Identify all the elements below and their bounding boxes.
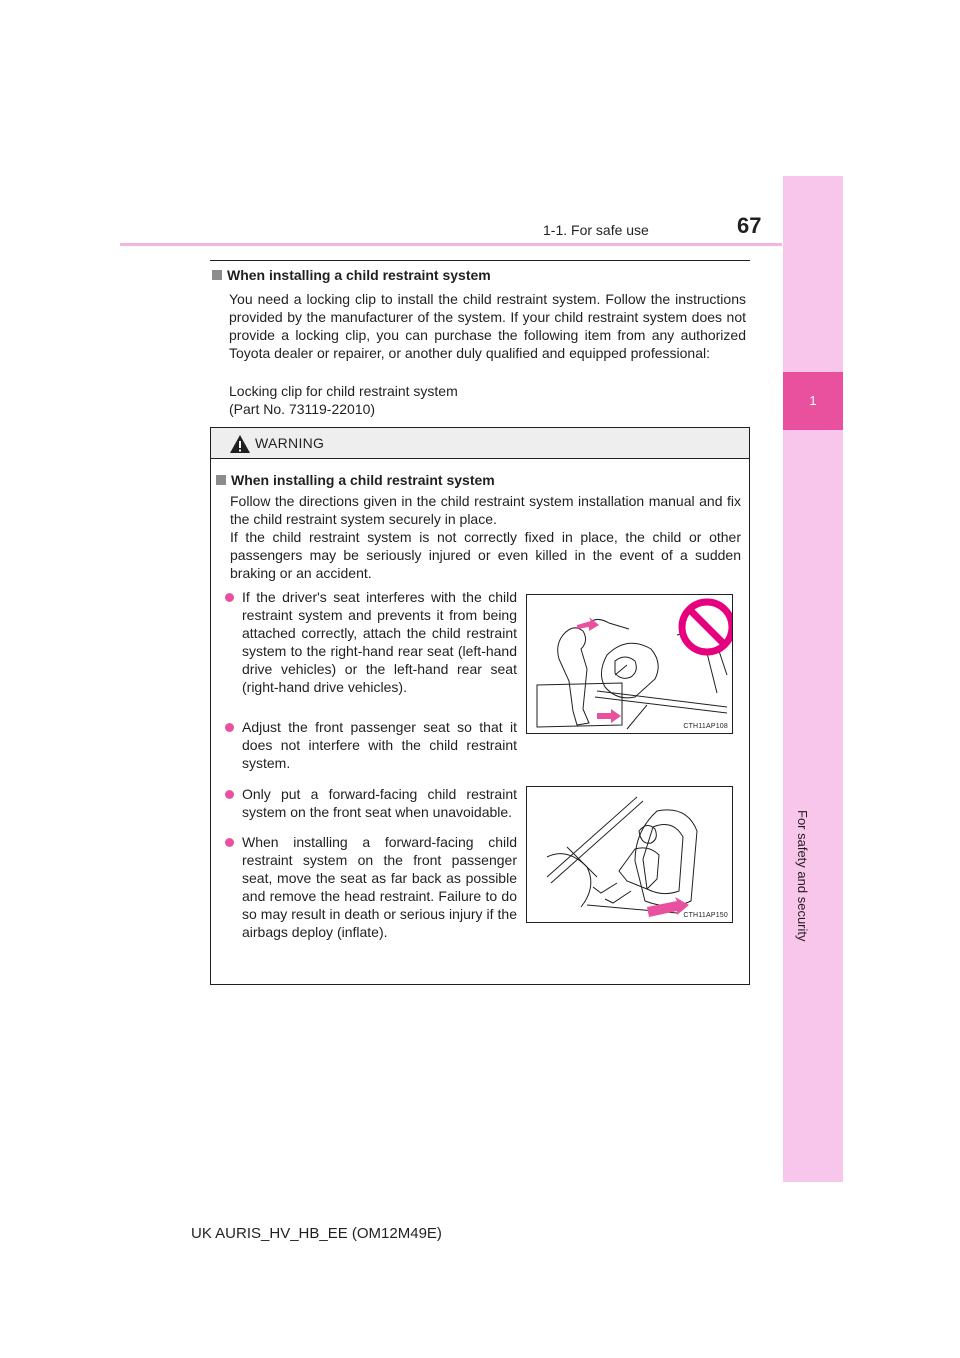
section-label: 1-1. For safe use	[543, 222, 649, 238]
list-item: Only put a forward-facing child restraint system on the front seat when unavoidable.	[225, 785, 517, 821]
main-heading	[212, 267, 491, 283]
list-item: When installing a forward-facing child restraint system on the front passenger seat, move the seat as far back as possible and remove the head restraint. Failure to do so may result in death or serious injury if the airbags deploy (inflate).	[225, 833, 517, 941]
main-heading-text: When installing a child restraint system	[227, 267, 491, 283]
warning-heading-text: When installing a child restraint system	[231, 472, 495, 488]
page-number: 67	[737, 213, 762, 238]
header-rule	[120, 243, 782, 246]
warning-heading	[216, 472, 495, 488]
chapter-title: For safety and security	[795, 810, 810, 942]
bullet-dot-icon	[225, 723, 234, 732]
warning-header	[211, 428, 749, 459]
bullet-dot-icon	[225, 593, 234, 602]
warning-para-1: Follow the directions given in the child restraint system installation manual and fix the child restraint system securely in place.	[230, 493, 741, 527]
main-paragraph: You need a locking clip to install the child restraint system. Follow the instructions provided by the manufacturer of the system. If your child restraint system does not provide a locking clip, you can purchase the following item from any authorized Toyota dealer or repairer, or another duly qualified and equipped professional:	[229, 291, 746, 361]
rear-facing-child-seat-illustration	[527, 595, 732, 733]
figure-forward-facing-restraint	[526, 786, 733, 923]
figure-rear-facing-restraint	[526, 594, 733, 734]
square-bullet-icon	[212, 270, 222, 280]
forward-facing-child-seat-illustration	[527, 787, 732, 922]
figure-code: CTH11AP150	[683, 912, 728, 919]
warning-box	[210, 427, 750, 985]
part-line-1: Locking clip for child restraint system	[229, 383, 458, 399]
list-item: Adjust the front passenger seat so that it does not interfere with the child restraint system.	[225, 718, 517, 772]
chapter-side-tab	[783, 176, 843, 1182]
bullet-dot-icon	[225, 790, 234, 799]
top-divider	[210, 260, 750, 261]
bullet-dot-icon	[225, 838, 234, 847]
warning-title: WARNING	[255, 435, 325, 451]
chapter-number-tab: 1	[783, 372, 843, 430]
document-footer: UK AURIS_HV_HB_EE (OM12M49E)	[191, 1225, 442, 1242]
figure-code: CTH11AP108	[683, 723, 728, 730]
list-item: If the driver's seat interferes with the child restraint system and prevents it from being attached correctly, attach the child restraint system to the right-hand rear seat (left-hand drive vehicles) or the left-hand rear seat (right-hand drive vehicles).	[225, 588, 517, 696]
warning-triangle-icon	[229, 434, 251, 454]
part-line-2: (Part No. 73119-22010)	[229, 401, 376, 417]
square-bullet-icon	[216, 475, 226, 485]
warning-para-2: If the child restraint system is not correctly fixed in place, the child or other passengers may be seriously injured or even killed in the event of a sudden braking or an accident.	[230, 529, 741, 581]
